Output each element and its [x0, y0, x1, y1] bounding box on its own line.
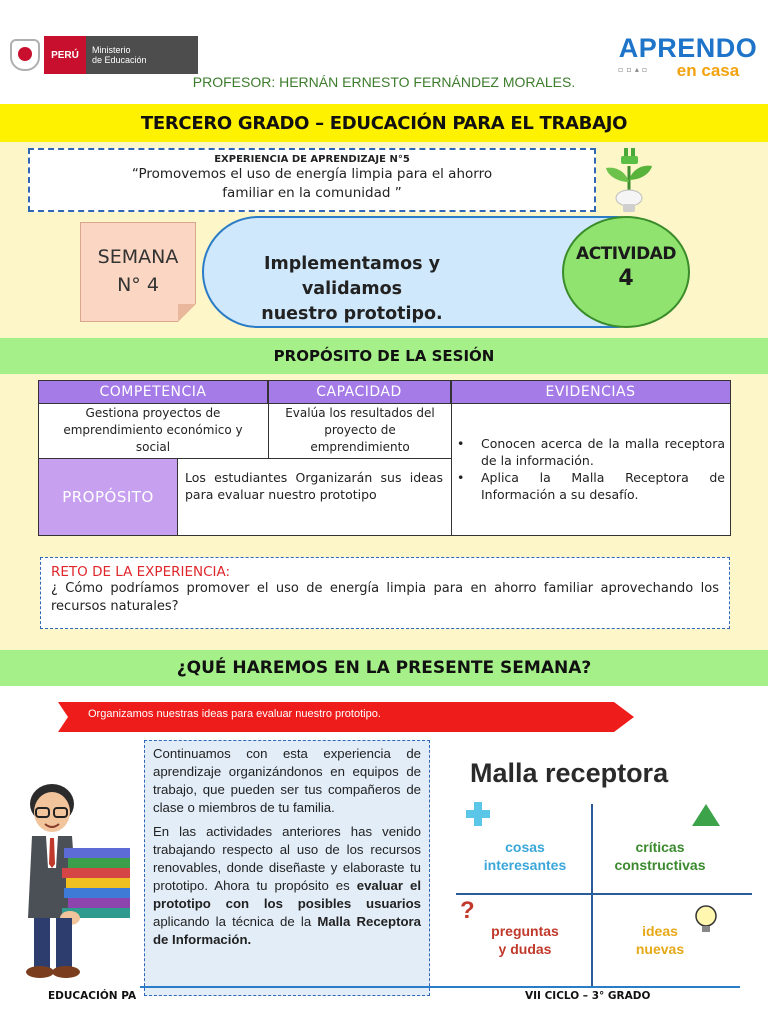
activity-title — [222, 252, 482, 327]
evidencia-item: • Aplica la Malla Receptora de Información a su desafío. — [457, 469, 725, 503]
info-p2-c: aplicando la técnica de la — [153, 914, 318, 929]
peru-label: PERÚ — [44, 36, 86, 74]
experience-text-line2: familiar en la comunidad ” — [222, 185, 402, 201]
footer-left: EDUCACIÓN PA — [48, 990, 137, 1002]
brand-line1: APRENDO — [618, 33, 758, 63]
footer-divider — [140, 986, 740, 988]
brand-line2: en casa — [676, 61, 740, 80]
purpose-title: PROPÓSITO DE LA SESIÓN — [273, 347, 495, 365]
week-line2: N° 4 — [117, 274, 159, 296]
q1-line1: cosas — [505, 839, 545, 855]
week-plan-title: ¿QUÉ HAREMOS EN LA PRESENTE SEMANA? — [176, 658, 592, 678]
question-mark-icon: ? — [460, 897, 475, 924]
purpose-bar — [0, 338, 768, 374]
malla-receptora-grid — [456, 800, 752, 986]
experience-text-line1: “Promovemos el uso de energía limpia para el ahorro — [131, 166, 493, 182]
proposito-label: PROPÓSITO — [39, 459, 177, 535]
header-capacidad: CAPACIDAD — [268, 381, 451, 403]
proposito-text: Los estudiantes Organizarán sus ideas para evaluar nuestro prototipo — [185, 470, 443, 502]
ministry-label — [86, 36, 198, 74]
activity-title-line1: Implementamos y validamos — [263, 254, 441, 299]
challenge-text: ¿ Cómo podríamos promover el uso de energía limpia para en ahorro familiar aprovechando los recursos naturales? — [51, 581, 719, 614]
evidencia-item: • Conocen acerca de la malla receptora de la información. — [457, 435, 725, 469]
plus-icon — [466, 802, 490, 826]
info-p2-bold-technique: Malla Receptora de Información. — [153, 914, 421, 947]
week-line1: SEMANA — [97, 246, 179, 268]
activity-number: 4 — [618, 266, 634, 291]
q2-line2: constructivas — [614, 857, 706, 873]
quadrant-questions — [470, 922, 580, 958]
header-competencia: COMPETENCIA — [39, 381, 268, 403]
competency-table — [38, 380, 731, 536]
q3-line1: preguntas — [491, 923, 559, 939]
challenge-box — [40, 557, 730, 629]
q4-line1: ideas — [642, 923, 678, 939]
activity-title-line2: nuestro prototipo. — [261, 304, 443, 324]
q2-line1: críticas — [635, 839, 685, 855]
info-paragraph-2 — [153, 823, 421, 949]
competencia-cell: Gestiona proyectos de emprendimiento económico y social — [63, 406, 243, 454]
info-paragraph-1: Continuamos con esta experiencia de aprendizaje organizándonos en equipos de trabajo, que pueden ser tus compañeros de clase o miembros de tu familia. — [153, 746, 421, 815]
eco-bulb-icon — [602, 146, 656, 214]
course-title: TERCERO GRADO – EDUCACIÓN PARA EL TRABAJO — [140, 112, 628, 134]
q4-line2: nuevas — [635, 941, 685, 957]
activity-label: ACTIVIDAD — [576, 244, 676, 264]
quadrant-critiques — [600, 838, 720, 874]
challenge-heading: RETO DE LA EXPERIENCIA: — [51, 564, 231, 580]
week-card — [80, 222, 196, 322]
info-p2-bold-purpose: evaluar el prototipo con los posibles usuarios — [153, 878, 421, 911]
quadrant-ideas — [610, 922, 710, 958]
ministry-line2: de Educación — [92, 55, 147, 65]
coat-of-arms-icon — [10, 39, 40, 71]
q3-line2: y dudas — [498, 941, 552, 957]
ministry-logo — [10, 36, 198, 74]
evidencias-list — [457, 435, 725, 503]
banner-text: Organizamos nuestras ideas para evaluar nuestro prototipo. — [88, 708, 381, 720]
teacher-with-books-illustration — [12, 778, 142, 984]
week-plan-bar — [0, 650, 768, 686]
capacidad-cell: Evalúa los resultados del proyecto de emprendimiento — [285, 406, 435, 454]
brand-dots-icon: ▫▫▴▫ — [618, 65, 651, 74]
course-title-bar — [0, 104, 768, 142]
header-evidencias: EVIDENCIAS — [451, 381, 730, 403]
info-p2-a: En las actividades anteriores has venido trabajando respecto al uso de los recursos renovables, donde diseñaste y elaboraste tu prototipo. Ahora tu propósito es — [153, 824, 421, 893]
ministry-line1: Ministerio — [92, 45, 131, 55]
footer-right: VII CICLO – 3° GRADO — [525, 990, 651, 1002]
triangle-icon — [692, 804, 720, 826]
teacher-name: PROFESOR: HERNÁN ERNESTO FERNÁNDEZ MORALES. — [192, 74, 576, 90]
info-box — [144, 740, 430, 996]
experience-box — [28, 148, 596, 212]
quadrant-interesting — [470, 838, 580, 874]
experience-heading: EXPERIENCIA DE APRENDIZAJE N°5 — [214, 154, 410, 165]
q1-line2: interesantes — [483, 857, 567, 873]
malla-title: Malla receptora — [470, 758, 669, 788]
activity-badge — [562, 216, 690, 328]
